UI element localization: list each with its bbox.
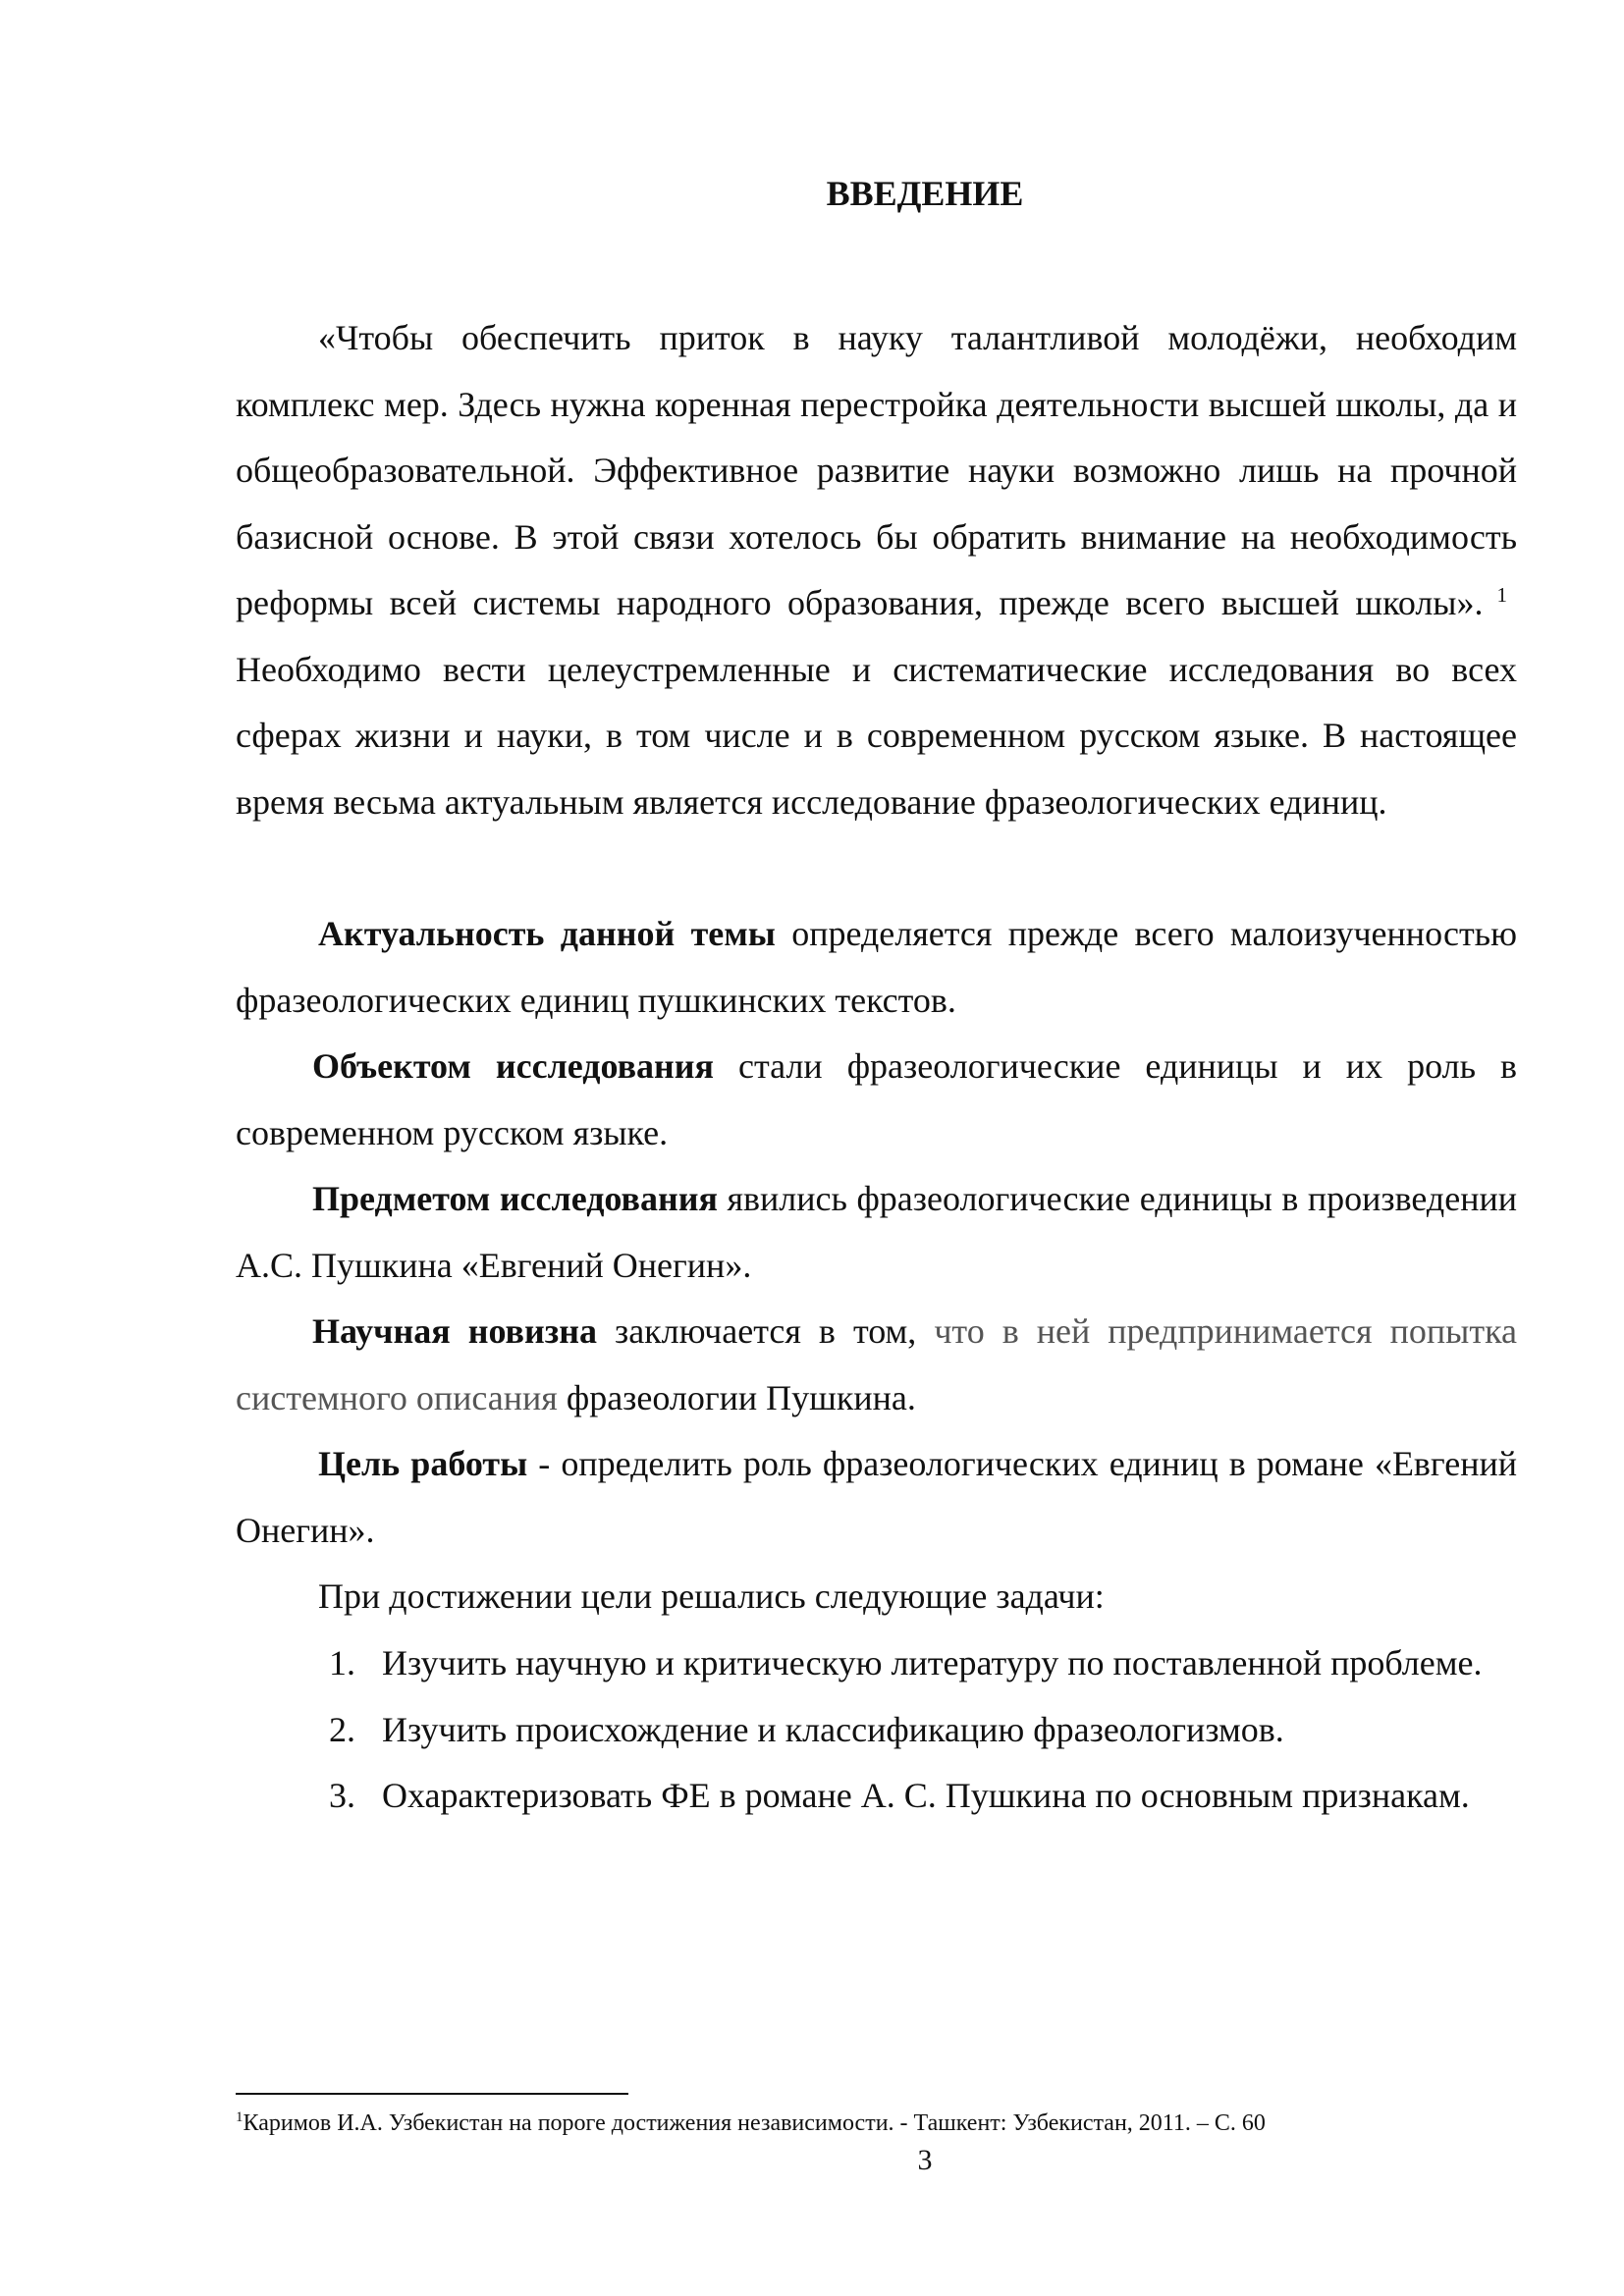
footnote-text: Каримов И.А. Узбекистан на пороге достижения независимости. - Ташкент: Узбекистан, 2011. – С. 60 [243,2110,1266,2136]
goal-text: - определить роль фразеологических единиц в романе «Евгений Онегин». [236,1444,1517,1550]
tasks-list [329,1630,1517,1830]
list-item [329,1630,1517,1697]
footnote [236,2109,1512,2138]
object-text: стали фразеологические единицы и их роль в современном русском языке. [236,1046,1517,1152]
object-heading: Объектом исследования [312,1046,714,1086]
relevance-text: определяется прежде всего малоизученностью фразеологических единиц пушкинских текстов. [236,914,1517,1020]
relevance-paragraph [236,901,1517,1034]
intro-quote-text: «Чтобы обеспечить приток в науку талантливой молодёжи, необходим комплекс мер. Здесь нужна коренная перестройка деятельности высшей школы, да и общеобразовательной. Эффективное развитие науки возможно лишь на прочной базисной основе. В этой связи хотелось бы обратить внимание на необходимость реформы всей системы народного образования, прежде всего высшей школы». [236,318,1517,622]
list-item-number: 3. [329,1776,355,1815]
list-item [329,1763,1517,1830]
list-item-number: 1. [329,1643,355,1682]
page-title: ВВЕДЕНИЕ [826,174,1024,213]
goal-heading: Цель работы [318,1444,528,1483]
relevance-heading: Актуальность данной темы [318,914,776,953]
intro-paragraph [236,305,1517,835]
list-item-text: Изучить происхождение и классификацию фразеологизмов. [382,1709,1284,1749]
list-item-text: Охарактеризовать ФЕ в романе А. С. Пушкина по основным признакам. [382,1776,1470,1815]
list-item-text: Изучить научную и критическую литературу по поставленной проблеме. [382,1643,1483,1682]
list-item [329,1697,1517,1764]
goal-paragraph [236,1431,1517,1564]
novelty-heading: Научная новизна [312,1311,597,1351]
novelty-text-gray: что в ней предпринимается попытка системного описания [236,1311,1517,1417]
subject-heading: Предметом исследования [312,1179,718,1218]
subject-text: явились фразеологические единицы в произведении А.С. Пушкина «Евгений Онегин». [236,1179,1517,1285]
subject-paragraph [236,1166,1517,1299]
novelty-text-2: фразеологии Пушкина. [557,1377,916,1417]
novelty-paragraph [236,1299,1517,1431]
footnote-reference[interactable]: 1 [1496,583,1507,607]
object-paragraph [236,1034,1517,1166]
novelty-text-1: заключается в том, [596,1311,917,1351]
page-number: 3 [917,2144,933,2176]
list-item-number: 2. [329,1709,355,1749]
footnote-separator [236,2093,628,2095]
footnote-marker: 1 [236,2109,244,2125]
tasks-intro: При достижении цели решались следующие задачи: [318,1576,1105,1616]
intro-text-continued: Необходимо вести целеустремленные и систематические исследования во всех сферах жизни и науки, в том числе и в современном русском языке. В настоящее время весьма актуальным является исследование фразеологических единиц. [236,649,1517,822]
